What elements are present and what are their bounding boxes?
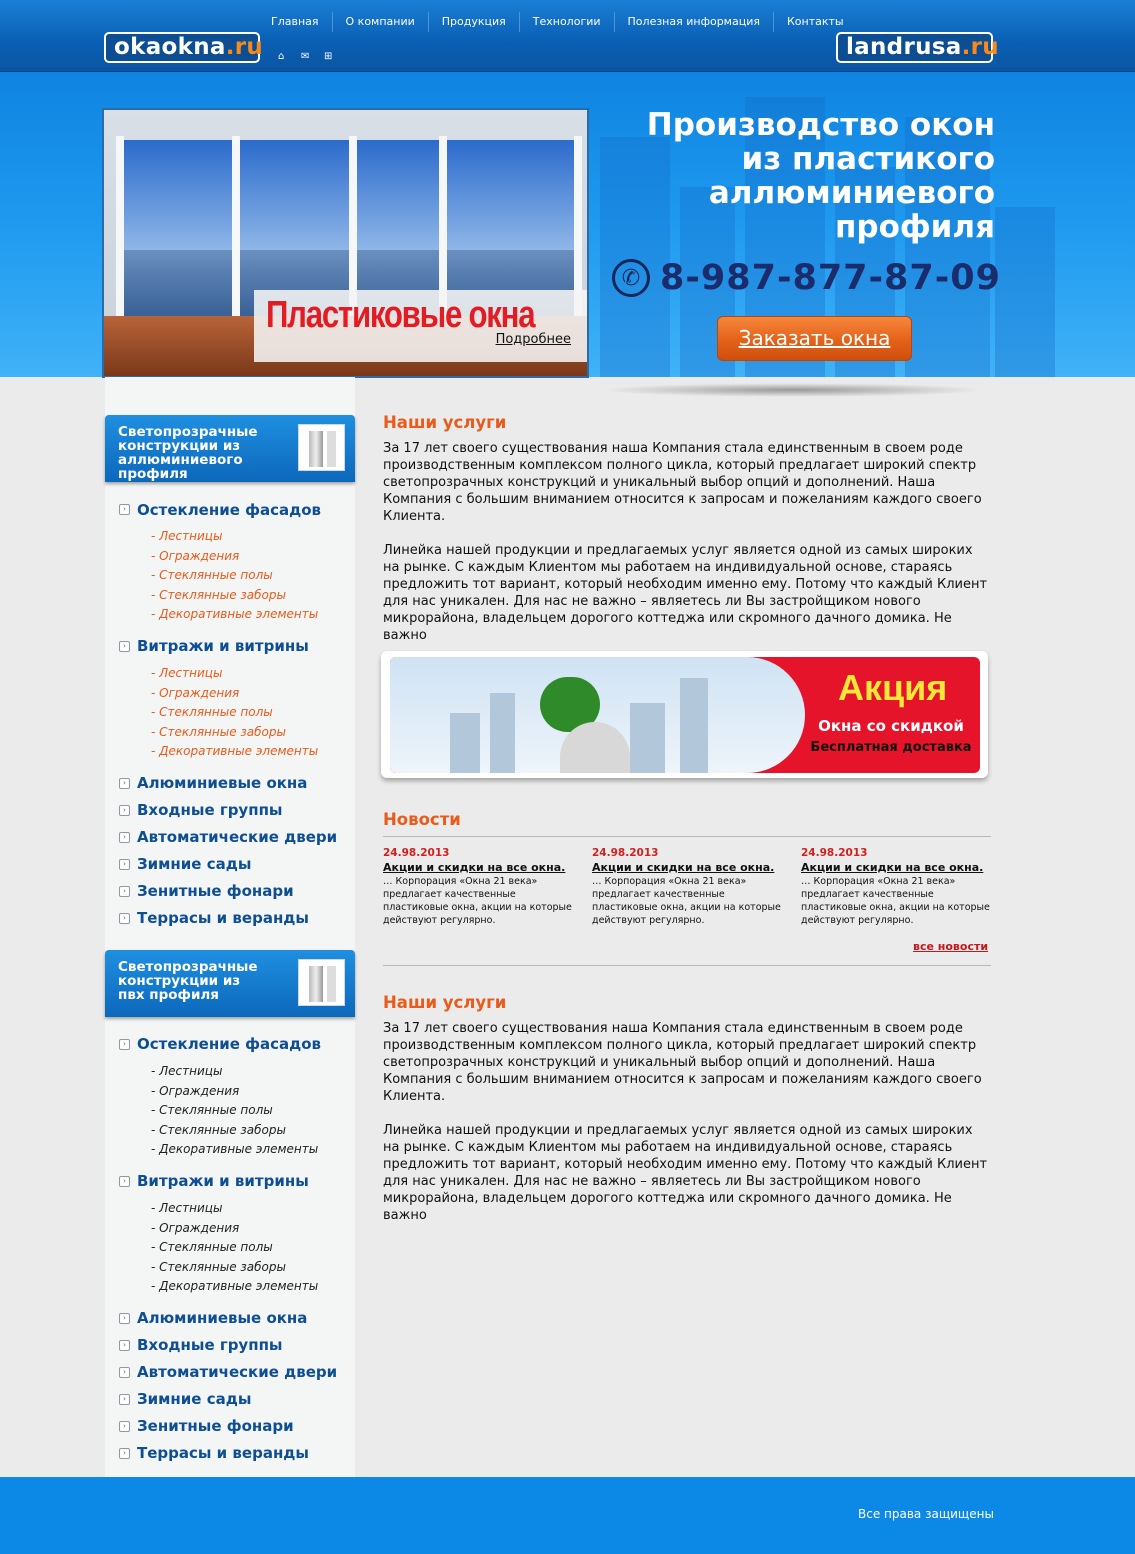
logo-landrusa[interactable]: [836, 32, 999, 63]
chevron-right-icon: ›: [119, 1313, 130, 1324]
sidebar-subitem[interactable]: - Стеклянные заборы: [151, 1122, 286, 1137]
chevron-right-icon: ›: [119, 913, 130, 924]
quick-icons: [278, 52, 335, 62]
windows-photo[interactable]: [102, 108, 589, 378]
chevron-right-icon: ›: [119, 641, 130, 652]
footer: [0, 1477, 1135, 1554]
sidebar-subitem[interactable]: - Стеклянные заборы: [151, 724, 286, 739]
sidebar-item[interactable]: [105, 905, 355, 932]
city-silhouette: [995, 207, 1055, 377]
sidebar-item[interactable]: [105, 1359, 355, 1386]
window-frame: [116, 136, 124, 336]
sidebar-subitem[interactable]: - Ограждения: [151, 685, 240, 700]
sidebar-block-title-line: Светопрозрачные: [118, 958, 258, 975]
all-news-link[interactable]: все новости: [913, 940, 989, 953]
sidebar-item[interactable]: [105, 1305, 355, 1332]
chevron-right-icon: ›: [119, 886, 130, 897]
chevron-right-icon: ›: [119, 1394, 130, 1405]
news-body: … Корпорация «Окна 21 века» предлагает качественные пластиковые окна, акции на которые действуют регулярно.: [801, 876, 990, 926]
promo-subtitle: Окна со скидкой: [818, 717, 964, 735]
news-divider: [383, 965, 991, 966]
chevron-right-icon: ›: [119, 1340, 130, 1351]
sidebar-subitem[interactable]: - Стеклянные полы: [151, 1103, 273, 1118]
sidebar-subitem[interactable]: - Лестницы: [151, 529, 223, 543]
photo-sky: [116, 140, 576, 250]
services-paragraph: За 17 лет своего существования наша Компания стала единственным в своем роде производственным комплексом полного цикла, который предлагает широкий спектр светопрозрачных конструкций и уникальный выбор опций и дополнений. Наша Компания с большим вниманием относится к запросам и пожеланиям каждого своего Клиента.: [383, 1021, 982, 1104]
news-item: [801, 847, 991, 927]
chevron-right-icon: ›: [119, 805, 130, 816]
top-bar: [0, 0, 1135, 72]
logo-okaokna-name: okaokna: [114, 34, 226, 60]
sidebar-item-label: Остекление фасадов: [137, 500, 322, 519]
top-nav: [258, 12, 857, 32]
hero-shadow: [600, 383, 985, 397]
sidebar-item-label: Витражи и витрины: [137, 1172, 309, 1191]
chevron-right-icon: ›: [119, 504, 130, 515]
news-date: 24.98.2013: [801, 847, 868, 859]
sidebar-item[interactable]: [105, 878, 355, 905]
sidebar-item-label: Террасы и веранды: [137, 909, 309, 928]
sidebar-block-aluminium-header[interactable]: [105, 415, 355, 482]
nav-home[interactable]: Главная: [271, 15, 319, 28]
sidebar-item-label: Входные группы: [137, 801, 283, 820]
sidebar-item[interactable]: [105, 1413, 355, 1440]
logo-landrusa-name: landrusa: [846, 34, 962, 60]
aluminium-profile-thumb: [298, 424, 345, 471]
sidebar-item-label: Автоматические двери: [137, 828, 338, 847]
sidebar-subitem[interactable]: - Декоративные элементы: [151, 744, 319, 759]
banner-title: Пластиковые окна: [266, 294, 535, 336]
promo-title: Акция: [838, 667, 948, 708]
news-title-link[interactable]: Акции и скидки на все окна.: [592, 861, 775, 874]
sidebar-item-label: Зенитные фонари: [137, 1417, 294, 1436]
services-paragraph: За 17 лет своего существования наша Компания стала единственным в своем роде производственным комплексом полного цикла, который предлагает широкий спектр светопрозрачных конструкций и уникальный выбор опций и дополнений. Наша Компания с большим вниманием относится к запросам и пожеланиям каждого своего Клиента.: [383, 441, 982, 524]
sidebar-subitem[interactable]: - Лестницы: [151, 1200, 223, 1215]
news-body: … Корпорация «Окна 21 века» предлагает качественные пластиковые окна, акции на которые действуют регулярно.: [592, 876, 781, 926]
sidebar-item-label: Террасы и веранды: [137, 1444, 309, 1463]
news-title-link[interactable]: Акции и скидки на все окна.: [801, 861, 984, 874]
sidebar-sublist: [105, 523, 355, 633]
promo-image: [390, 657, 805, 773]
services-paragraph: Линейка нашей продукции и предлагаемых услуг является одной из самых широких на рынке. С каждым Клиентом мы работаем на индивидуальной основе, стараясь предложить тот вариант, который необходим именно ему. Потому что каждый Клиент для нас уникален. Для нас не важно – являетесь ли Вы застройщиком нового микрорайона, владельцем дорогого коттеджа или скромного дачного домика. Не важно: [383, 1123, 988, 1223]
sidebar-item-label: Входные группы: [137, 1336, 283, 1355]
sidebar-item-label: Алюминиевые окна: [137, 774, 308, 793]
sidebar-block-title-line: аллюминиевого: [118, 452, 243, 468]
banner-more-link[interactable]: Подробнее: [495, 332, 571, 347]
sidebar-item-facade[interactable]: [105, 496, 355, 523]
promo-building: [490, 693, 515, 773]
promo-banner[interactable]: [381, 651, 988, 778]
sidebar-item-facade[interactable]: [105, 1031, 355, 1058]
sitemap-icon[interactable]: ⊞: [324, 51, 333, 62]
nav-technologies[interactable]: Технологии: [519, 12, 614, 32]
news-date: 24.98.2013: [592, 847, 659, 859]
promo-building: [680, 678, 708, 773]
chevron-right-icon: ›: [119, 832, 130, 843]
sidebar-item-stained-glass[interactable]: [105, 633, 355, 660]
sidebar-block-title-line: профиля: [118, 466, 188, 482]
sidebar-item-label: Остекление фасадов: [137, 1035, 322, 1054]
sidebar-subitem[interactable]: - Ограждения: [151, 1083, 240, 1098]
news-item: [383, 847, 573, 927]
section-title: Наши услуги: [383, 413, 507, 432]
sidebar-sublist: [105, 660, 355, 770]
sidebar-item[interactable]: [105, 770, 355, 797]
section-title: Наши услуги: [383, 993, 507, 1012]
sidebar-subitem[interactable]: - Лестницы: [151, 665, 223, 680]
hero-title-line: Производство окон: [646, 107, 995, 143]
phone-number[interactable]: 8-987-877-87-09: [660, 258, 1001, 298]
sidebar-list-pvc: [105, 1017, 355, 1471]
chevron-right-icon: ›: [119, 1448, 130, 1459]
sidebar-subitem[interactable]: - Декоративные элементы: [151, 1279, 319, 1294]
chevron-right-icon: ›: [119, 1421, 130, 1432]
window-frame: [232, 136, 240, 336]
sidebar-item[interactable]: [105, 824, 355, 851]
chevron-right-icon: ›: [119, 1176, 130, 1187]
sidebar-gap: [105, 936, 355, 950]
sidebar-item-stained-glass[interactable]: [105, 1168, 355, 1195]
chevron-right-icon: ›: [119, 1039, 130, 1050]
news-title-link[interactable]: Акции и скидки на все окна.: [383, 861, 566, 874]
hero-title-line: из пластикого: [741, 141, 995, 177]
sidebar-subitem[interactable]: - Ограждения: [151, 1220, 240, 1235]
banner-plate: [254, 290, 589, 362]
hero-title-line: аллюминиевого: [708, 175, 995, 211]
sidebar: [105, 377, 355, 1477]
logo-okaokna[interactable]: [104, 32, 264, 63]
news-title: Новости: [383, 810, 461, 829]
sidebar-item[interactable]: [105, 1332, 355, 1359]
hero-title: [575, 108, 995, 244]
sidebar-item-label: Витражи и витрины: [137, 637, 309, 656]
sidebar-item[interactable]: [105, 1440, 355, 1467]
chevron-right-icon: ›: [119, 778, 130, 789]
phone-block: [612, 258, 1001, 298]
sidebar-subitem[interactable]: - Стеклянные заборы: [151, 587, 286, 602]
sidebar-sublist: [105, 1195, 355, 1305]
sidebar-subitem[interactable]: - Стеклянные полы: [151, 705, 273, 720]
home-icon[interactable]: ⌂: [278, 51, 285, 62]
sidebar-block-title-line: конструкции из: [118, 972, 241, 989]
promo-note: Бесплатная доставка: [810, 740, 972, 755]
news-header: [383, 810, 991, 829]
sidebar-block-title-line: конструкции из: [118, 438, 241, 454]
news-item: [592, 847, 782, 927]
phone-icon: ✆: [612, 259, 650, 297]
sidebar-item[interactable]: [105, 1386, 355, 1413]
sidebar-spacer: [105, 377, 355, 415]
sidebar-sublist: [105, 1058, 355, 1168]
sidebar-subitem[interactable]: - Стеклянные полы: [151, 1240, 273, 1255]
chevron-right-icon: ›: [119, 1367, 130, 1378]
nav-products[interactable]: Продукция: [428, 12, 519, 32]
nav-useful-info[interactable]: Полезная информация: [614, 12, 773, 32]
sidebar-subitem[interactable]: - Лестницы: [151, 1063, 223, 1078]
sidebar-subitem[interactable]: - Декоративные элементы: [151, 1142, 319, 1157]
chevron-right-icon: ›: [119, 859, 130, 870]
promo-building: [450, 713, 480, 773]
news-date: 24.98.2013: [383, 847, 450, 859]
sidebar-list-aluminium: [105, 482, 355, 936]
sidebar-block-title-line: пвх профиля: [118, 986, 219, 1003]
promo-building: [630, 703, 665, 773]
services-section-1: [383, 413, 991, 644]
sidebar-subitem[interactable]: - Ограждения: [151, 548, 240, 563]
mail-icon[interactable]: ✉: [301, 51, 310, 62]
logo-landrusa-tld: .ru: [961, 34, 999, 60]
sidebar-subitem[interactable]: - Декоративные элементы: [151, 607, 319, 622]
news-divider: [383, 836, 991, 837]
sidebar-item[interactable]: [105, 797, 355, 824]
sidebar-subitem[interactable]: - Стеклянные полы: [151, 568, 273, 583]
sidebar-block-pvc-header[interactable]: [105, 950, 355, 1017]
sidebar-subitem[interactable]: - Стеклянные заборы: [151, 1259, 286, 1274]
promo-inner: [390, 657, 980, 773]
sidebar-item-label: Зимние сады: [137, 855, 252, 874]
order-windows-button[interactable]: Заказать окна: [717, 316, 912, 361]
sidebar-item-label: Зенитные фонари: [137, 882, 294, 901]
news-body: … Корпорация «Окна 21 века» предлагает качественные пластиковые окна, акции на которые действуют регулярно.: [383, 876, 572, 926]
nav-about[interactable]: О компании: [332, 12, 428, 32]
services-section-2: [383, 993, 991, 1224]
hero-title-line: профиля: [835, 209, 995, 245]
nav-contacts[interactable]: Контакты: [773, 12, 857, 32]
copyright: Все права защищены: [858, 1507, 994, 1521]
services-paragraph: Линейка нашей продукции и предлагаемых услуг является одной из самых широких на рынке. С каждым Клиентом мы работаем на индивидуальной основе, стараясь предложить тот вариант, который необходим именно ему. Потому что каждый Клиент для нас уникален. Для нас не важно – являетесь ли Вы застройщиком нового микрорайона, владельцем дорогого коттеджа или скромного дачного домика. Не важно: [383, 543, 988, 643]
sidebar-item[interactable]: [105, 851, 355, 878]
pvc-profile-thumb: [298, 959, 345, 1006]
sidebar-block-title-line: Светопрозрачные: [118, 424, 258, 440]
logo-okaokna-tld: .ru: [225, 34, 264, 60]
sidebar-item-label: Автоматические двери: [137, 1363, 338, 1382]
sidebar-item-label: Зимние сады: [137, 1390, 252, 1409]
sidebar-item-label: Алюминиевые окна: [137, 1309, 308, 1328]
